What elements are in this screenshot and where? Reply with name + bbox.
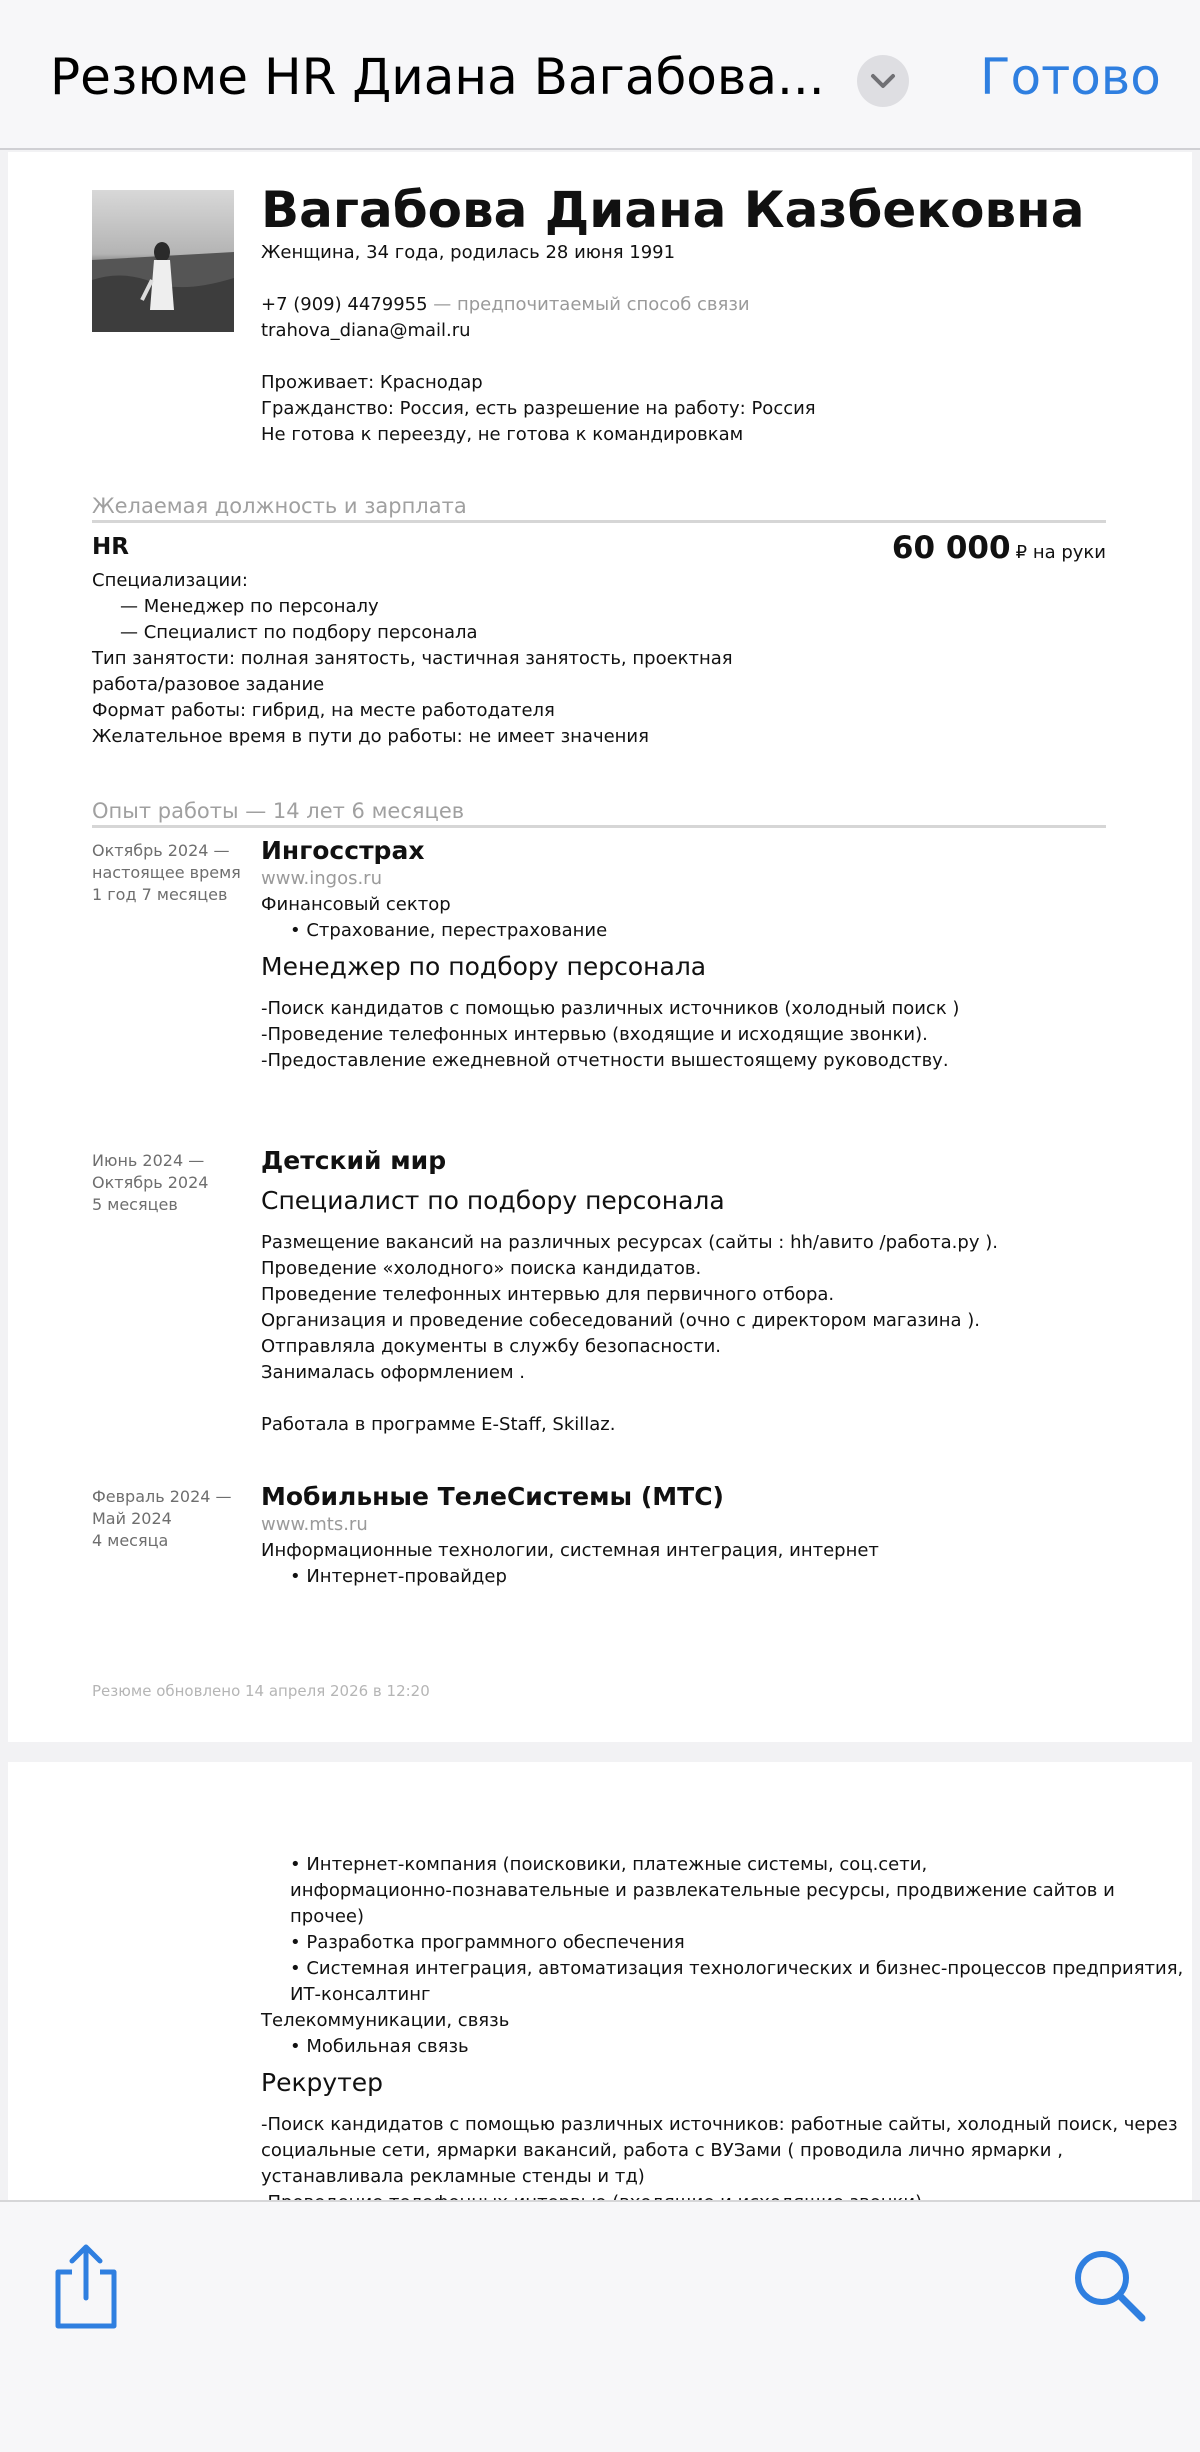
share-button[interactable] xyxy=(50,2242,122,2332)
industry-item: • Интернет-провайдер xyxy=(290,1566,507,1587)
title-menu-button[interactable] xyxy=(857,55,909,107)
job-duty: Проведение «холодного» поиска кандидатов. xyxy=(261,1258,702,1279)
salary-suffix: ₽ на руки xyxy=(1015,542,1106,563)
industry-item: • Мобильная связь xyxy=(290,2036,469,2057)
job-duty: -Проведение телефонных интервью (входящие и исходящие звонки). xyxy=(261,1024,928,1045)
job-duty: Размещение вакансий на различных ресурсах (сайты : hh/авито /работа.ру ). xyxy=(261,1232,998,1253)
desired-section-title: Желаемая должность и зарплата xyxy=(92,494,467,518)
search-button[interactable] xyxy=(1072,2248,1148,2324)
job-industry: Телекоммуникации, связь xyxy=(261,2010,510,2031)
job-duty: социальные сети, ярмарки вакансий, работа с ВУЗами ( проводила лично ярмарки , xyxy=(261,2140,1063,2161)
industry-item: • Интернет-компания (поисковики, платежные системы, соц.сети, xyxy=(290,1854,928,1875)
document-title: Резюме HR Диана Вагабова... xyxy=(50,48,825,106)
job-company: Мобильные ТелеСистемы (МТС) xyxy=(261,1482,724,1511)
industry-item-cont: ИТ-консалтинг xyxy=(290,1984,431,2005)
job-duty: Проведение телефонных интервью для первичного отбора. xyxy=(261,1284,835,1305)
search-icon xyxy=(1072,2248,1148,2324)
bottom-toolbar xyxy=(0,2200,1200,2452)
profile-photo xyxy=(92,190,234,332)
employment-type: Тип занятости: полная занятость, частичная занятость, проектная xyxy=(92,648,733,669)
salary-amount: 60 000 xyxy=(891,530,1011,566)
spec-item: — Менеджер по персоналу xyxy=(120,596,379,617)
job-duty: -Поиск кандидатов с помощью различных источников (холодный поиск ) xyxy=(261,998,960,1019)
resume-page-2[interactable] xyxy=(8,1762,1192,2202)
job-duty: Занималась оформлением . xyxy=(261,1362,525,1383)
job-duration: 1 год 7 месяцев xyxy=(92,885,228,904)
job-software: Работала в программе E-Staff, Skillaz. xyxy=(261,1414,616,1435)
work-format: Формат работы: гибрид, на месте работодателя xyxy=(92,700,555,721)
section-divider xyxy=(92,825,1106,828)
personal-info: Женщина, 34 года, родилась 28 июня 1991 xyxy=(261,242,676,263)
company-website[interactable]: www.mts.ru xyxy=(261,1514,368,1535)
job-date-end: настоящее время xyxy=(92,863,241,882)
industry-item-cont: прочее) xyxy=(290,1906,365,1927)
industry-item: • Разработка программного обеспечения xyxy=(290,1932,685,1953)
job-duration: 4 месяца xyxy=(92,1531,169,1550)
commute-time: Желательное время в пути до работы: не имеет значения xyxy=(92,726,649,747)
candidate-name: Вагабова Диана Казбековна xyxy=(261,181,1085,239)
job-company: Детский мир xyxy=(261,1146,447,1175)
job-industry: Финансовый сектор xyxy=(261,894,451,915)
chevron-down-icon xyxy=(870,73,896,89)
job-date-end: Октябрь 2024 xyxy=(92,1173,209,1192)
industry-item: • Системная интеграция, автоматизация технологических и бизнес-процессов предприятия, xyxy=(290,1958,1184,1979)
job-position: Менеджер по подбору персонала xyxy=(261,952,707,981)
phone-note: — предпочитаемый способ связи xyxy=(427,294,750,315)
job-dates xyxy=(92,840,241,906)
job-duty: Отправляла документы в службу безопасности. xyxy=(261,1336,722,1357)
job-date-end: Май 2024 xyxy=(92,1509,172,1528)
citizenship: Гражданство: Россия, есть разрешение на работу: Россия xyxy=(261,398,816,419)
resume-page-1[interactable] xyxy=(8,152,1192,1742)
spec-label: Специализации: xyxy=(92,570,248,591)
job-duty: -Поиск кандидатов с помощью различных источников: работные сайты, холодный поиск, через xyxy=(261,2114,1178,2135)
experience-section-title: Опыт работы — 14 лет 6 месяцев xyxy=(92,799,465,823)
job-date-start: Февраль 2024 — xyxy=(92,1487,232,1506)
email-link[interactable]: trahova_diana@mail.ru xyxy=(261,320,471,341)
job-position: Специалист по подбору персонала xyxy=(261,1186,725,1215)
salary xyxy=(892,530,1106,566)
job-duty: -Предоставление ежедневной отчетности вышестоящему руководству. xyxy=(261,1050,949,1071)
industry-item: • Страхование, перестрахование xyxy=(290,920,608,941)
job-industry: Информационные технологии, системная интеграция, интернет xyxy=(261,1540,879,1561)
job-position: Рекрутер xyxy=(261,2068,384,2097)
job-duration: 5 месяцев xyxy=(92,1195,178,1214)
job-date-start: Июнь 2024 — xyxy=(92,1151,205,1170)
spec-item: — Специалист по подбору персонала xyxy=(120,622,478,643)
job-duty: устанавливала рекламные стенды и тд) xyxy=(261,2166,645,2187)
resume-updated: Резюме обновлено 14 апреля 2026 в 12:20 xyxy=(92,1682,430,1700)
job-company: Ингосстрах xyxy=(261,836,425,865)
done-button[interactable]: Готово xyxy=(980,48,1161,106)
job-dates xyxy=(92,1486,232,1552)
phone-number[interactable]: +7 (909) 4479955 xyxy=(261,294,428,315)
top-toolbar xyxy=(0,0,1200,150)
employment-type-cont: работа/разовое задание xyxy=(92,674,325,695)
company-website[interactable]: www.ingos.ru xyxy=(261,868,382,889)
residence: Проживает: Краснодар xyxy=(261,372,483,393)
job-duty: Организация и проведение собеседований (очно с директором магазина ). xyxy=(261,1310,980,1331)
share-icon xyxy=(50,2242,122,2332)
phone-line xyxy=(261,292,750,318)
section-divider xyxy=(92,520,1106,523)
desired-position: HR xyxy=(92,534,129,560)
job-dates xyxy=(92,1150,208,1216)
job-date-start: Октябрь 2024 — xyxy=(92,841,230,860)
industry-item-cont: информационно-познавательные и развлекательные ресурсы, продвижение сайтов и xyxy=(290,1880,1115,1901)
relocation: Не готова к переезду, не готова к командировкам xyxy=(261,424,744,445)
